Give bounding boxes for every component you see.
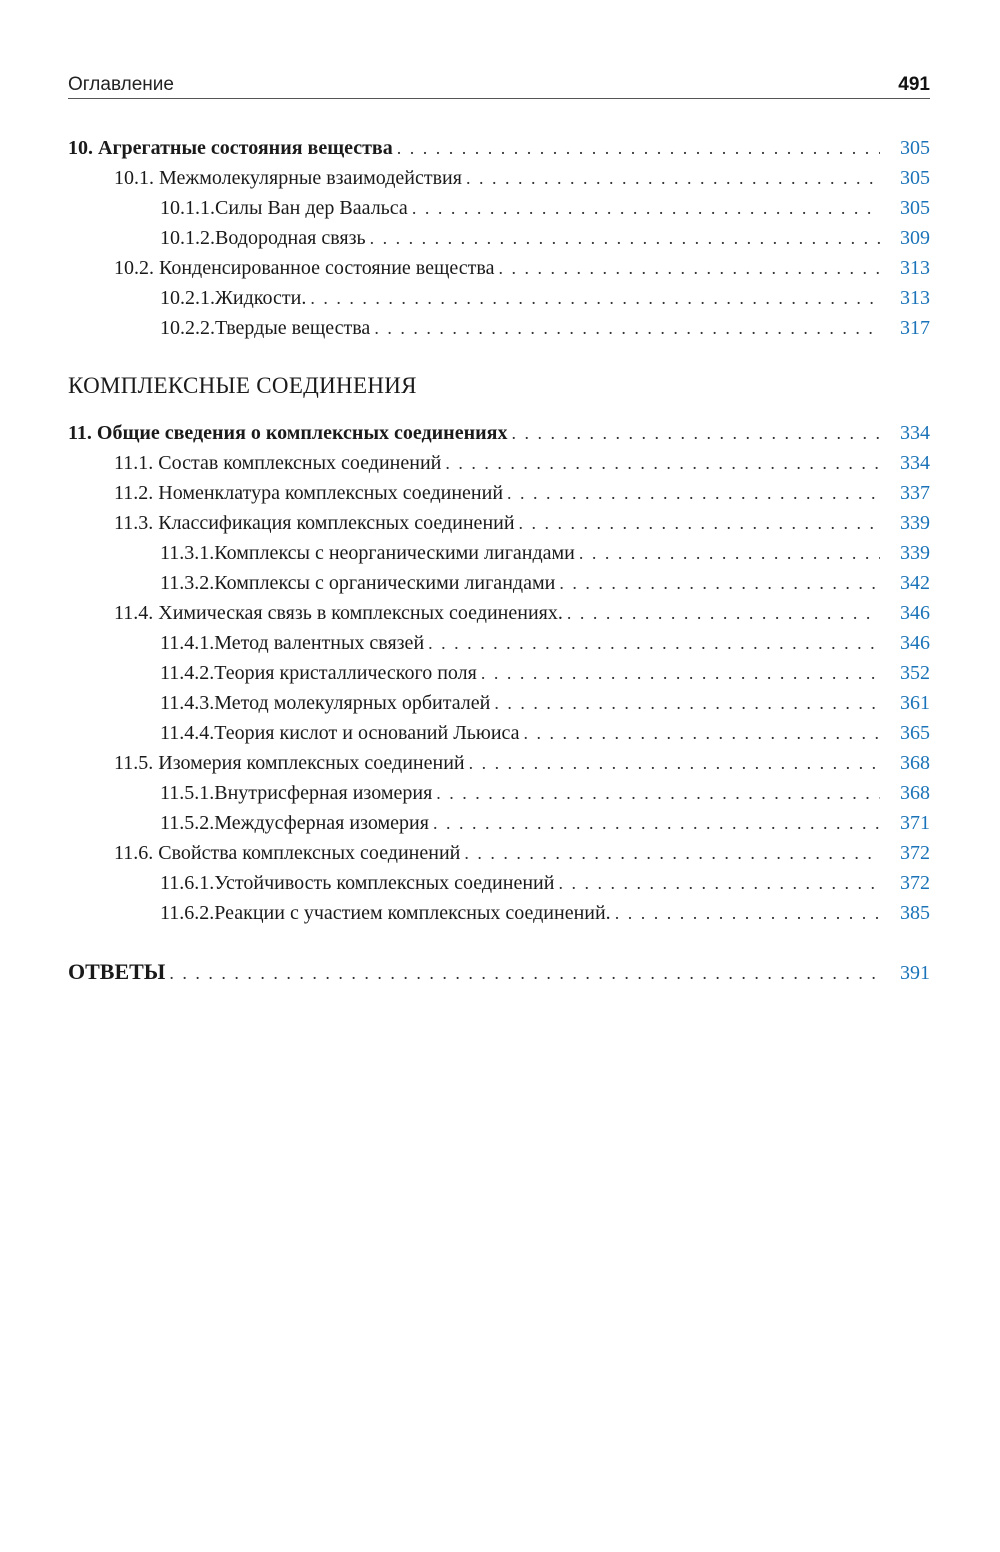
- toc-entry-chapter-10[interactable]: [68, 133, 930, 163]
- toc-page-link[interactable]: 309: [880, 223, 930, 253]
- toc-entry-chapter-11[interactable]: [68, 418, 930, 448]
- toc-entry-label: 10.2.2.Твердые вещества: [160, 313, 374, 343]
- toc-entry-11-5[interactable]: [68, 748, 930, 778]
- dot-leader: [374, 313, 880, 343]
- toc-entry-label: 11.2. Номенклатура комплексных соединений: [114, 478, 507, 508]
- page-number: 491: [898, 74, 930, 95]
- dot-leader: [559, 568, 880, 598]
- toc-entry-10-2-1[interactable]: [68, 283, 930, 313]
- toc-entry-label: 11.6.1.Устойчивость комплексных соединений: [160, 868, 558, 898]
- dot-leader: [469, 748, 880, 778]
- dot-leader: [511, 418, 880, 448]
- toc-page-link[interactable]: 346: [880, 598, 930, 628]
- toc-page-link[interactable]: 337: [880, 478, 930, 508]
- toc-page-link[interactable]: 365: [880, 718, 930, 748]
- toc-page-link[interactable]: 372: [880, 838, 930, 868]
- toc-page-link[interactable]: 368: [880, 748, 930, 778]
- toc-page-link[interactable]: 305: [880, 193, 930, 223]
- toc-entry-10-1[interactable]: [68, 163, 930, 193]
- dot-leader: [310, 283, 880, 313]
- toc-entry-label: 10.2.1.Жидкости.: [160, 283, 310, 313]
- toc-page-link[interactable]: 361: [880, 688, 930, 718]
- toc-page-link[interactable]: 305: [880, 163, 930, 193]
- running-title: Оглавление: [68, 74, 174, 95]
- toc-entry-label: 11. Общие сведения о комплексных соединениях: [68, 418, 511, 448]
- dot-leader: [579, 538, 880, 568]
- toc-entry-label: 11.5. Изомерия комплексных соединений: [114, 748, 469, 778]
- toc-page-link[interactable]: 371: [880, 808, 930, 838]
- toc-entry-11-6-1[interactable]: [68, 868, 930, 898]
- toc-page-link[interactable]: 317: [880, 313, 930, 343]
- toc-entry-label: 10.1.1.Силы Ван дер Ваальса: [160, 193, 412, 223]
- dot-leader: [464, 838, 880, 868]
- toc-entry-11-4-3[interactable]: [68, 688, 930, 718]
- toc-entry-11-3-1[interactable]: [68, 538, 930, 568]
- toc-page-link[interactable]: 339: [880, 538, 930, 568]
- toc-page-link[interactable]: 313: [880, 253, 930, 283]
- toc-entry-label: 11.4.3.Метод молекулярных орбиталей: [160, 688, 494, 718]
- toc-entry-11-4-2[interactable]: [68, 658, 930, 688]
- toc-entry-label: 11.4.2.Теория кристаллического поля: [160, 658, 481, 688]
- toc-entry-label: 11.4.4.Теория кислот и оснований Льюиса: [160, 718, 524, 748]
- toc-entry-label: 11.5.2.Междусферная изомерия: [160, 808, 433, 838]
- toc-entry-label: ОТВЕТЫ: [68, 957, 169, 987]
- toc-entry-label: 11.4. Химическая связь в комплексных соединениях.: [114, 598, 567, 628]
- toc-page-link[interactable]: 305: [880, 133, 930, 163]
- toc-entry-label: 11.5.1.Внутрисферная изомерия: [160, 778, 436, 808]
- dot-leader: [481, 658, 880, 688]
- dot-leader: [370, 223, 880, 253]
- toc-page-link[interactable]: 346: [880, 628, 930, 658]
- toc-entry-label: 11.3.1.Комплексы с неорганическими лигандами: [160, 538, 579, 568]
- toc-entry-11-4-4[interactable]: [68, 718, 930, 748]
- toc-page-link[interactable]: 342: [880, 568, 930, 598]
- toc-entry-answers[interactable]: [68, 957, 930, 987]
- toc-entry-label: 11.6.2.Реакции с участием комплексных соединений.: [160, 898, 615, 928]
- toc-entry-11-3[interactable]: [68, 508, 930, 538]
- toc-page-link[interactable]: 368: [880, 778, 930, 808]
- dot-leader: [507, 478, 880, 508]
- toc-entry-11-1[interactable]: [68, 448, 930, 478]
- dot-leader: [615, 898, 880, 928]
- toc-page-link[interactable]: 385: [880, 898, 930, 928]
- page-header: [68, 70, 930, 99]
- dot-leader: [494, 688, 880, 718]
- toc-page-link[interactable]: 334: [880, 448, 930, 478]
- toc-page-link[interactable]: 334: [880, 418, 930, 448]
- dot-leader: [519, 508, 880, 538]
- dot-leader: [169, 958, 880, 988]
- toc-entry-11-5-2[interactable]: [68, 808, 930, 838]
- toc-entry-label: 11.3. Классификация комплексных соединений: [114, 508, 519, 538]
- toc-page-link[interactable]: 391: [880, 958, 930, 988]
- toc-page-link[interactable]: 372: [880, 868, 930, 898]
- toc-entry-10-2[interactable]: [68, 253, 930, 283]
- dot-leader: [445, 448, 880, 478]
- toc-entry-11-3-2[interactable]: [68, 568, 930, 598]
- dot-leader: [524, 718, 880, 748]
- toc-entry-label: 11.1. Состав комплексных соединений: [114, 448, 445, 478]
- dot-leader: [498, 253, 880, 283]
- toc-entry-11-6[interactable]: [68, 838, 930, 868]
- toc-entry-11-5-1[interactable]: [68, 778, 930, 808]
- toc-entry-10-2-2[interactable]: [68, 313, 930, 343]
- dot-leader: [397, 133, 880, 163]
- part-title: КОМПЛЕКСНЫЕ СОЕДИНЕНИЯ: [68, 373, 417, 398]
- toc-entry-11-4[interactable]: [68, 598, 930, 628]
- toc-entry-label: 11.3.2.Комплексы с органическими лигандами: [160, 568, 559, 598]
- dot-leader: [433, 808, 880, 838]
- toc-entry-11-4-1[interactable]: [68, 628, 930, 658]
- dot-leader: [567, 598, 880, 628]
- dot-leader: [436, 778, 880, 808]
- toc-entry-label: 10. Агрегатные состояния вещества: [68, 133, 397, 163]
- toc-page-link[interactable]: 339: [880, 508, 930, 538]
- toc-page-link[interactable]: 352: [880, 658, 930, 688]
- toc-entry-10-1-1[interactable]: [68, 193, 930, 223]
- dot-leader: [466, 163, 880, 193]
- toc-entry-label: 10.1.2.Водородная связь: [160, 223, 370, 253]
- dot-leader: [412, 193, 880, 223]
- toc-entry-11-6-2[interactable]: [68, 898, 930, 928]
- dot-leader: [558, 868, 880, 898]
- toc-entry-label: 10.1. Межмолекулярные взаимодействия: [114, 163, 466, 193]
- toc-entry-label: 10.2. Конденсированное состояние вещества: [114, 253, 498, 283]
- toc-entry-10-1-2[interactable]: [68, 223, 930, 253]
- toc-page-link[interactable]: 313: [880, 283, 930, 313]
- dot-leader: [428, 628, 880, 658]
- toc-entry-label: 11.6. Свойства комплексных соединений: [114, 838, 464, 868]
- toc-entry-label: 11.4.1.Метод валентных связей: [160, 628, 428, 658]
- toc-entry-11-2[interactable]: [68, 478, 930, 508]
